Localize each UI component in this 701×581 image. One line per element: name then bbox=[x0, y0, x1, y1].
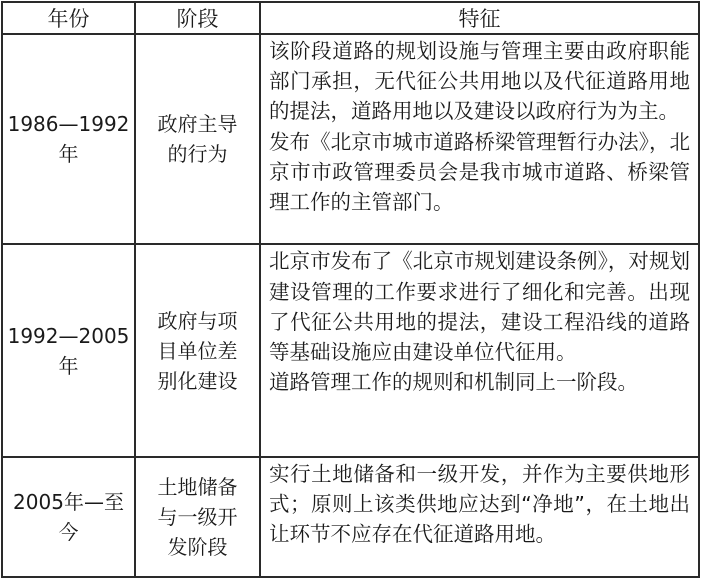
stage-text: 与一级开 bbox=[157, 504, 238, 529]
stage-cell bbox=[135, 457, 260, 577]
stage-text: 目单位差 bbox=[157, 338, 238, 363]
year-text: 2005年—至 bbox=[13, 489, 124, 514]
stage-text: 政府与项 bbox=[157, 308, 238, 333]
stage-text: 政府主导 bbox=[157, 112, 238, 137]
year-text: 1986—1992 bbox=[7, 112, 130, 137]
stages-table bbox=[1, 1, 700, 578]
stage-text: 的行为 bbox=[167, 142, 228, 167]
header-row bbox=[2, 2, 699, 34]
header-stage: 阶段 bbox=[135, 2, 260, 34]
stage-text: 别化建设 bbox=[157, 368, 238, 393]
table-row bbox=[2, 457, 699, 577]
features-cell bbox=[260, 244, 699, 456]
stage-cell bbox=[135, 244, 260, 456]
year-text: 年 bbox=[58, 353, 79, 378]
year-cell bbox=[2, 244, 135, 456]
year-text: 年 bbox=[58, 142, 79, 167]
header-features: 特征 bbox=[260, 2, 699, 34]
year-text: 今 bbox=[58, 519, 79, 544]
table-row bbox=[2, 34, 699, 244]
stage-text: 土地储备 bbox=[157, 474, 238, 499]
stage-text: 发阶段 bbox=[167, 534, 228, 559]
year-text: 1992—2005 bbox=[7, 323, 130, 348]
feature-paragraph: 发布《北京市城市道路桥梁管理暂行办法》，北京市市政管理委员会是我市城市道路、桥梁管理工作的主管部门。 bbox=[269, 129, 690, 215]
table-row bbox=[2, 244, 699, 456]
feature-paragraph: 北京市发布了《北京市规划建设条例》，对规划建设管理的工作要求进行了细化和完善。出现了代征公共用地的提法，建设工程沿线的道路等基础设施应由建设单位代征用。 bbox=[269, 249, 690, 364]
feature-paragraph: 该阶段道路的规划设施与管理主要由政府职能部门承担，无代征公共用地以及代征道路用地的提法，道路用地以及建设以政府行为为主。 bbox=[269, 39, 690, 124]
feature-paragraph: 实行土地储备和一级开发，并作为主要供地形式；原则上该类供地应达到“净地”，在土地出让环节不应存在代征道路用地。 bbox=[269, 461, 690, 547]
stage-cell bbox=[135, 34, 260, 244]
features-cell bbox=[260, 457, 699, 577]
feature-paragraph: 道路管理工作的规则和机制同上一阶段。 bbox=[269, 370, 638, 395]
year-cell bbox=[2, 34, 135, 244]
year-cell bbox=[2, 457, 135, 577]
features-cell bbox=[260, 34, 699, 244]
header-year: 年份 bbox=[2, 2, 135, 34]
